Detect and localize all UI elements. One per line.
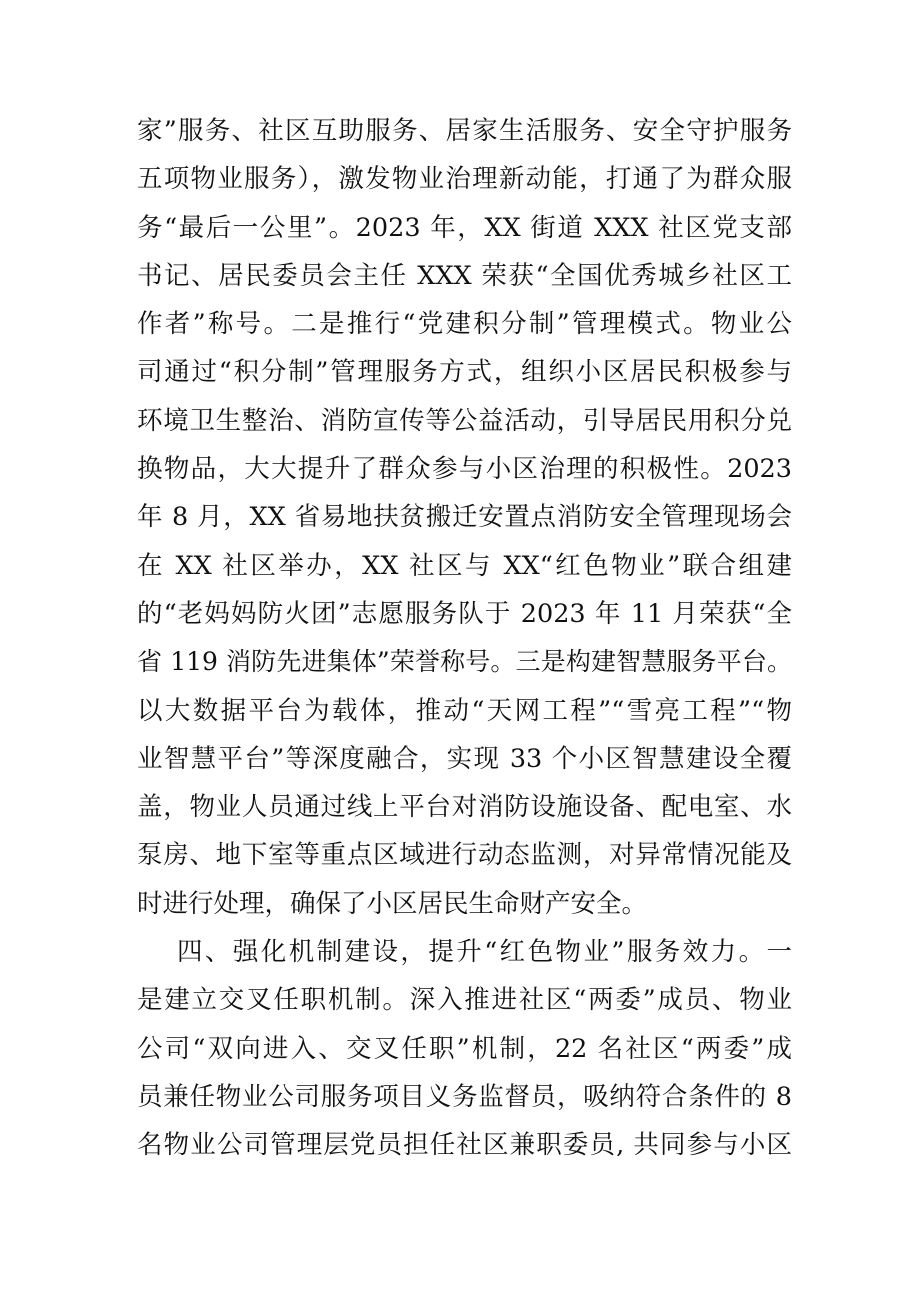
text-line: 名物业公司管理层党员担任社区兼职委员, 共同参与小区 — [137, 1130, 792, 1161]
text-line: 环境卫生整治、消防宣传等公益活动，引导居民用积分兑 — [137, 405, 792, 436]
text-line: 家”服务、社区互助服务、居家生活服务、安全守护服务 — [137, 116, 792, 146]
text-line: 换物品，大大提升了群众参与小区治理的积极性。2023 — [137, 454, 792, 485]
text-line: 省 119 消防先进集体”荣誉称号。三是构建智慧服务平台。 — [137, 647, 792, 677]
text-line: 作者”称号。二是推行“党建积分制”管理模式。物业公 — [137, 309, 792, 340]
text-line: 泵房、地下室等重点区域进行动态监测，对异常情况能及 — [137, 840, 792, 871]
text-line: 在 XX 社区举办，XX 社区与 XX“红色物业”联合组建 — [137, 550, 792, 581]
text-line: 以大数据平台为载体，推动“天网工程”“雪亮工程”“物 — [137, 695, 792, 726]
text-line: 务“最后一公里”。2023 年，XX 街道 XXX 社区党支部 — [137, 212, 792, 243]
text-line: 业智慧平台”等深度融合，实现 33 个小区智慧建设全覆 — [137, 743, 792, 774]
text-line: 书记、居民委员会主任 XXX 荣获“全国优秀城乡社区工 — [137, 260, 792, 291]
text-line: 公司“双向进入、交叉任职”机制，22 名社区“两委”成 — [137, 1033, 792, 1064]
text-line: 司通过“积分制”管理服务方式，组织小区居民积极参与 — [137, 357, 792, 388]
text-line: 五项物业服务），激发物业治理新动能，打通了为群众服 — [137, 164, 792, 195]
text-line: 是建立交叉任职机制。深入推进社区“两委”成员、物业 — [137, 985, 792, 1016]
paragraph-heading-line: 四、强化机制建设，提升“红色物业”服务效力。一 — [177, 937, 792, 968]
text-line: 盖，物业人员通过线上平台对消防设施设备、配电室、水 — [137, 792, 792, 823]
text-line: 时进行处理，确保了小区居民生命财产安全。 — [137, 888, 648, 919]
body-text — [137, 107, 792, 1170]
text-line: 的“老妈妈防火团”志愿服务队于 2023 年 11 月荣获“全 — [137, 598, 792, 629]
text-line: 员兼任物业公司服务项目义务监督员，吸纳符合条件的 8 — [137, 1081, 792, 1112]
text-line: 年 8 月，XX 省易地扶贫搬迁安置点消防安全管理现场会 — [137, 502, 792, 533]
